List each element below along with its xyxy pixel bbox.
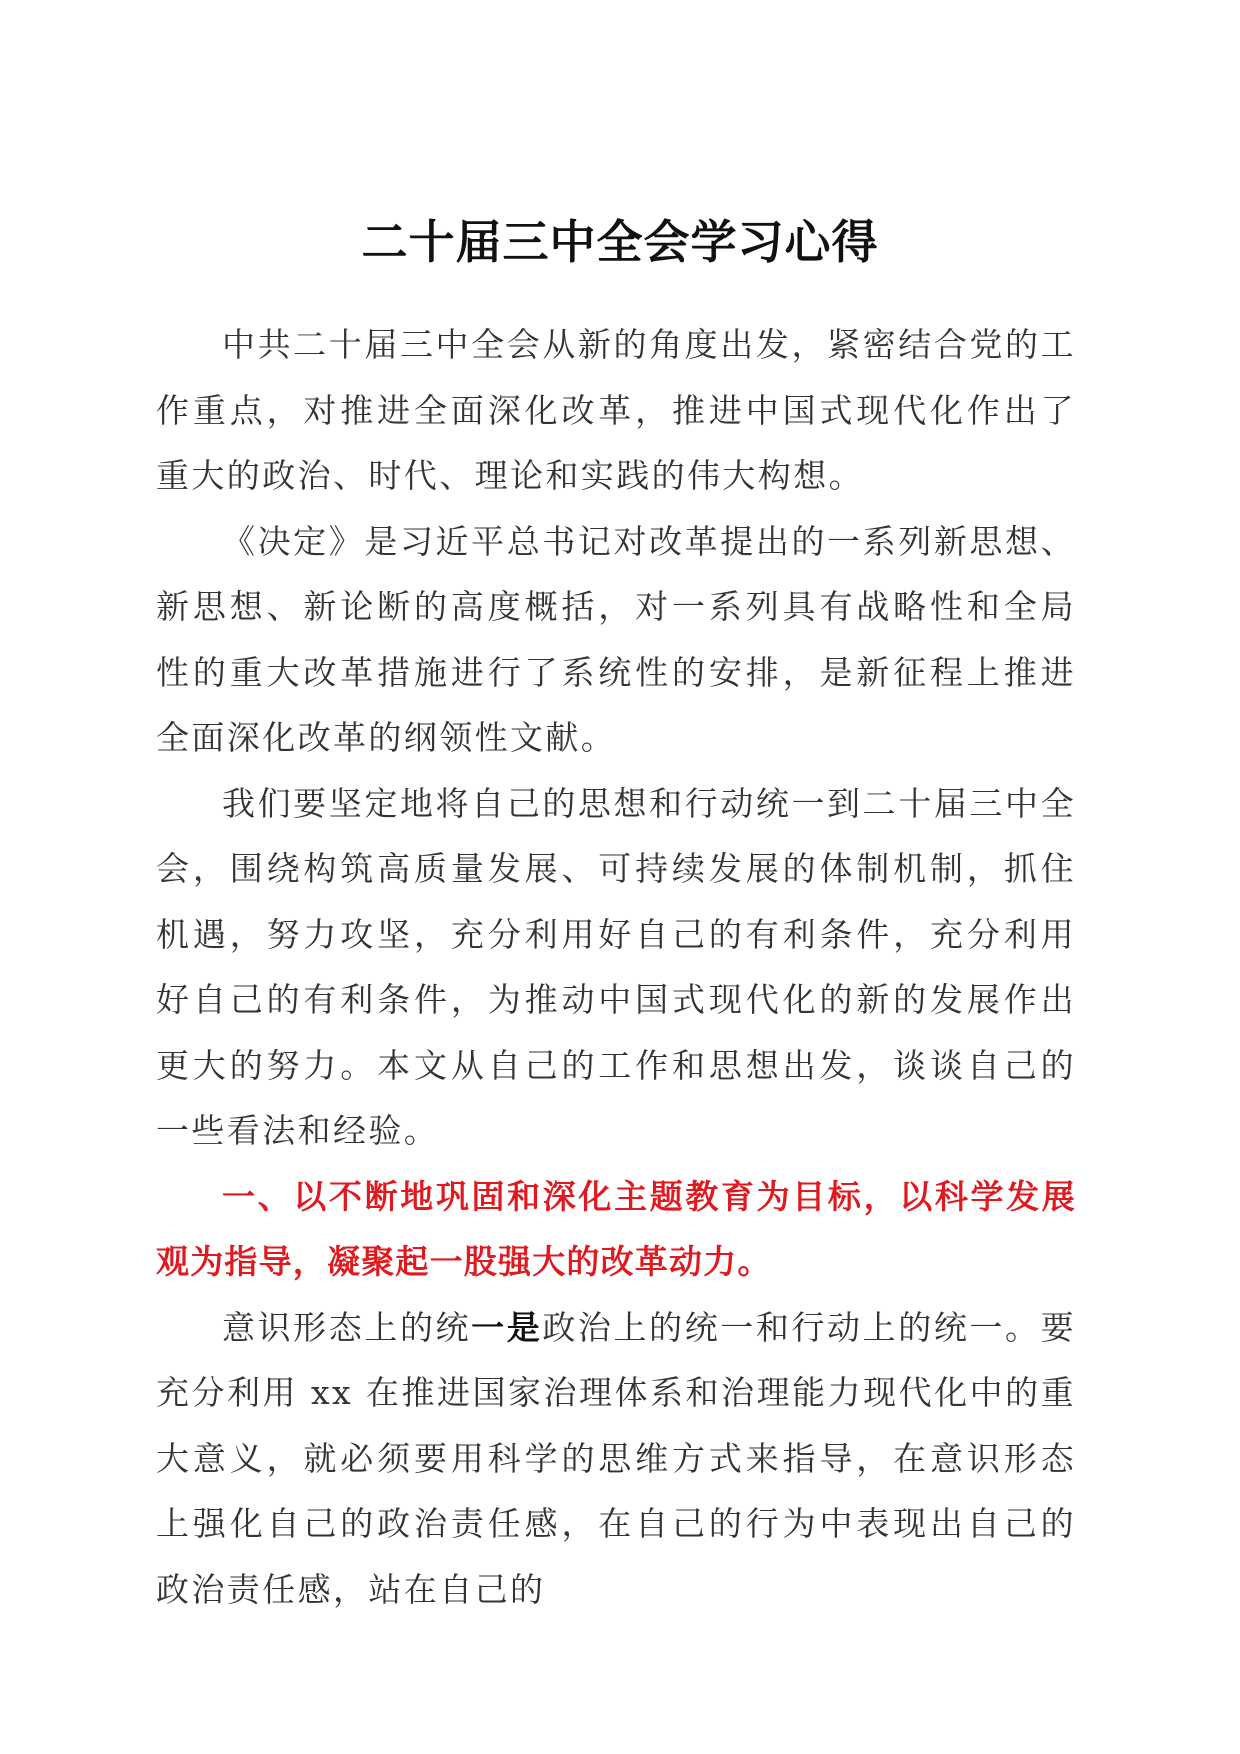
paragraph-4-part2: 政治上的统一和行动上的统一。要充分利用 xx 在推进国家治理体系和治理能力现代化中的重大意义，就必须要用科学的思维方式来指导，在意识形态上强化自己的政治责任感，在自己的行为中表现出自己的政治责任感，站在自己的 bbox=[156, 1307, 1076, 1609]
paragraph-4-part1: 意识形态上的统 bbox=[222, 1307, 472, 1347]
section-heading-1: 一、以不断地巩固和深化主题教育为目标，以科学发展观为指导，凝聚起一股强大的改革动力。 bbox=[156, 1176, 1076, 1281]
paragraph-3: 我们要坚定地将自己的思想和行动统一到二十届三中全会，围绕构筑高质量发展、可持续发展的体制机制，抓住机遇，努力攻坚，充分利用好自己的有利条件，充分利用好自己的有利条件，为推动中国式现代化的新的发展作出更大的努力。本文从自己的工作和思想出发，谈谈自己的一些看法和经验。 bbox=[156, 783, 1076, 1150]
paragraph-4 bbox=[156, 1295, 1076, 1623]
document-title: 二十届三中全会学习心得 bbox=[361, 215, 879, 269]
paragraph-2: 《决定》是习近平总书记对改革提出的一系列新思想、新思想、新论断的高度概括，对一系列具有战略性和全局性的重大改革措施进行了系统性的安排，是新征程上推进全面深化改革的纲领性文献。 bbox=[156, 521, 1076, 757]
document-body bbox=[156, 312, 1076, 1622]
paragraph-1: 中共二十届三中全会从新的角度出发，紧密结合党的工作重点，对推进全面深化改革，推进中国式现代化作出了重大的政治、时代、理论和实践的伟大构想。 bbox=[156, 325, 1076, 495]
paragraph-4-bold: 一是 bbox=[471, 1307, 543, 1347]
